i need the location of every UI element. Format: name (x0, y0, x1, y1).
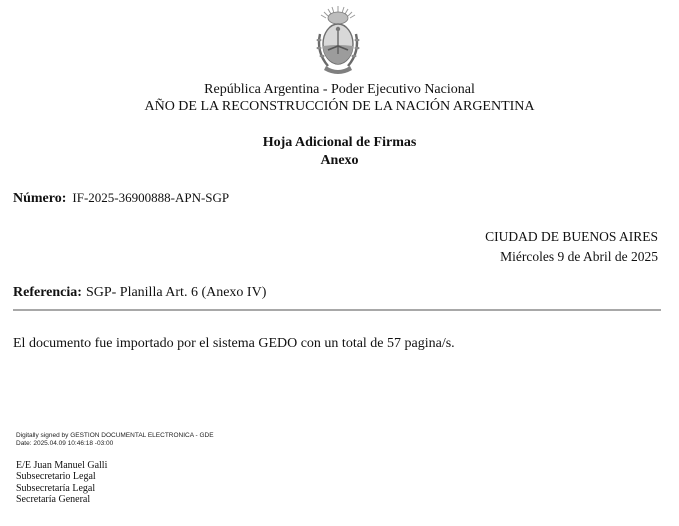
document-number (13, 190, 229, 207)
signer-role: Subsecretaría Legal (16, 482, 96, 494)
digital-signature-line: Digitally signed by GESTION DOCUMENTAL ELECTRONICA - GDE (16, 432, 214, 439)
numero-label: Número: (13, 191, 67, 206)
document-title: Hoja Adicional de Firmas (262, 135, 417, 150)
divider (13, 309, 661, 311)
signer-block (16, 460, 107, 505)
document-reference (13, 285, 266, 301)
document-city: CIUDAD DE BUENOS AIRES (485, 229, 658, 244)
numero-value: IF-2025-36900888-APN-SGP (72, 190, 230, 205)
referencia-label: Referencia: (13, 285, 82, 300)
argentina-coat-of-arms-icon (310, 4, 366, 80)
document-subtitle: Anexo (320, 153, 359, 168)
document-body: El documento fue importado por el sistema GEDO con un total de 57 pagina/s. (13, 336, 455, 351)
signer-name: E/E Juan Manuel Galli (16, 460, 108, 471)
document-date: Miércoles 9 de Abril de 2025 (500, 249, 658, 264)
header-year-motto: AÑO DE LA RECONSTRUCCIÓN DE LA NACIÓN ARGENTINA (144, 99, 535, 114)
digital-signature-stamp (16, 432, 214, 447)
signer-role: Subsecretario Legal (16, 471, 96, 483)
header-government-title: República Argentina - Poder Ejecutivo Nacional (204, 82, 475, 97)
referencia-value: SGP- Planilla Art. 6 (Anexo IV) (85, 285, 267, 300)
signer-role: Secretaría General (16, 493, 91, 505)
digital-signature-date: Date: 2025.04.09 10:46:18 -03:00 (16, 439, 114, 447)
